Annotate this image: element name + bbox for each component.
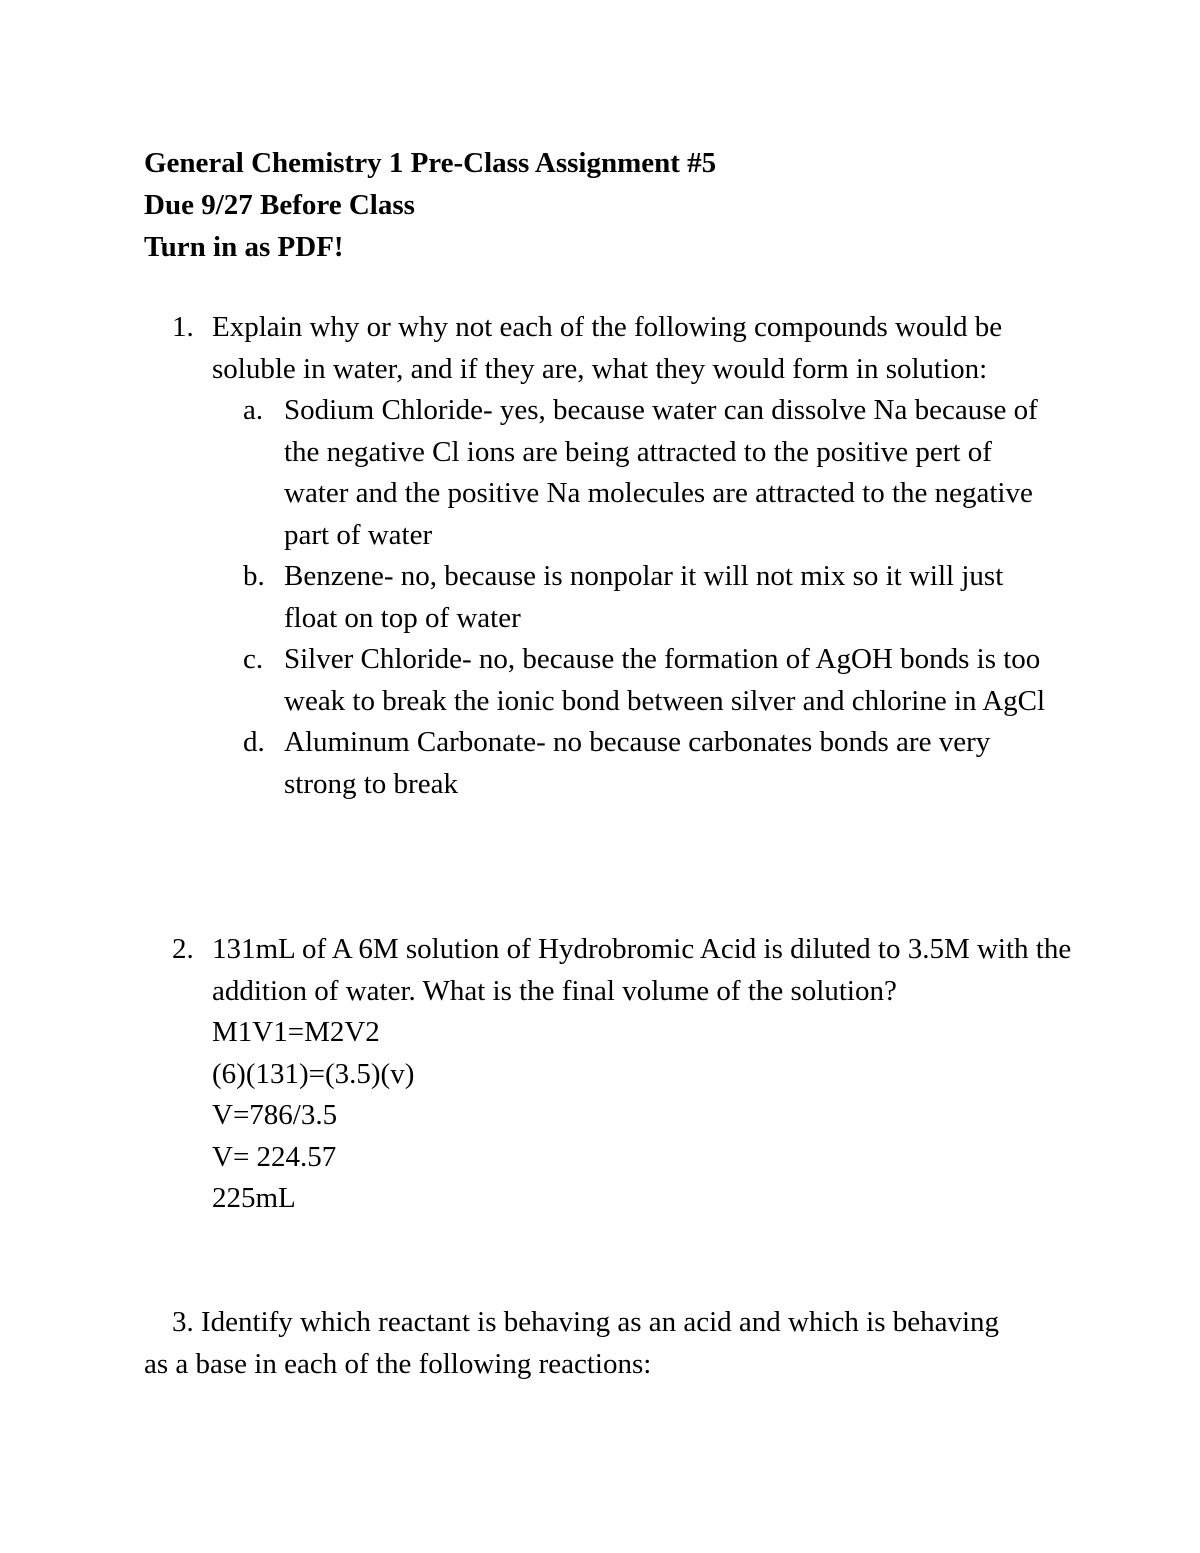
sub-item-b [243,556,1048,639]
sub-item-label: c. [243,643,264,675]
question-number: 2. [172,933,194,965]
due-date: Due 9/27 Before Class [144,189,415,221]
sub-item-label: d. [243,726,265,758]
question-2 [172,929,1072,1220]
assignment-header [144,142,1044,268]
question-3 [144,1302,1004,1385]
question-1 [172,307,1072,805]
sub-item-text: Silver Chloride- no, because the formation of AgOH bonds is too weak to break the ionic bond between silver and chlorine in AgCl [284,643,1046,717]
sub-item-text: Benzene- no, because is nonpolar it will not mix so it will just float on top of water [284,560,1004,634]
sub-item-text: Aluminum Carbonate- no because carbonates bonds are very strong to break [284,726,991,800]
sub-item-a [243,390,1048,556]
question-number: 3. [172,1306,194,1338]
answer-work [212,1012,1072,1220]
question-text: Explain why or why not each of the following compounds would be soluble in water, and if they are, what they would form in solution: [212,311,1003,385]
question-text: Identify which reactant is behaving as an acid and which is behaving as a base in each of the following reactions: [144,1306,1000,1380]
sub-item-label: a. [243,394,264,426]
final-answer: 225mL [212,1182,296,1214]
question-number: 1. [172,311,194,343]
assignment-title: General Chemistry 1 Pre-Class Assignment #5 [144,147,717,179]
sub-item-d [243,722,1048,805]
submission-instruction: Turn in as PDF! [144,231,344,263]
sub-item-label: b. [243,560,265,592]
sub-item-c [243,639,1048,722]
work-line: M1V1=M2V2 [212,1016,380,1048]
work-line: V= 224.57 [212,1140,337,1173]
work-line: V=786/3.5 [212,1099,338,1131]
sub-item-text: Sodium Chloride- yes, because water can dissolve Na because of the negative Cl ions are being attracted to the positive pert of water and the positive Na molecules are attracted to the negative part of water [284,394,1038,551]
work-line: (6)(131)=(3.5)(v) [212,1057,415,1090]
question-text: 131mL of A 6M solution of Hydrobromic Acid is diluted to 3.5M with the addition of water. What is the final volume of the solution? [212,933,1072,1007]
